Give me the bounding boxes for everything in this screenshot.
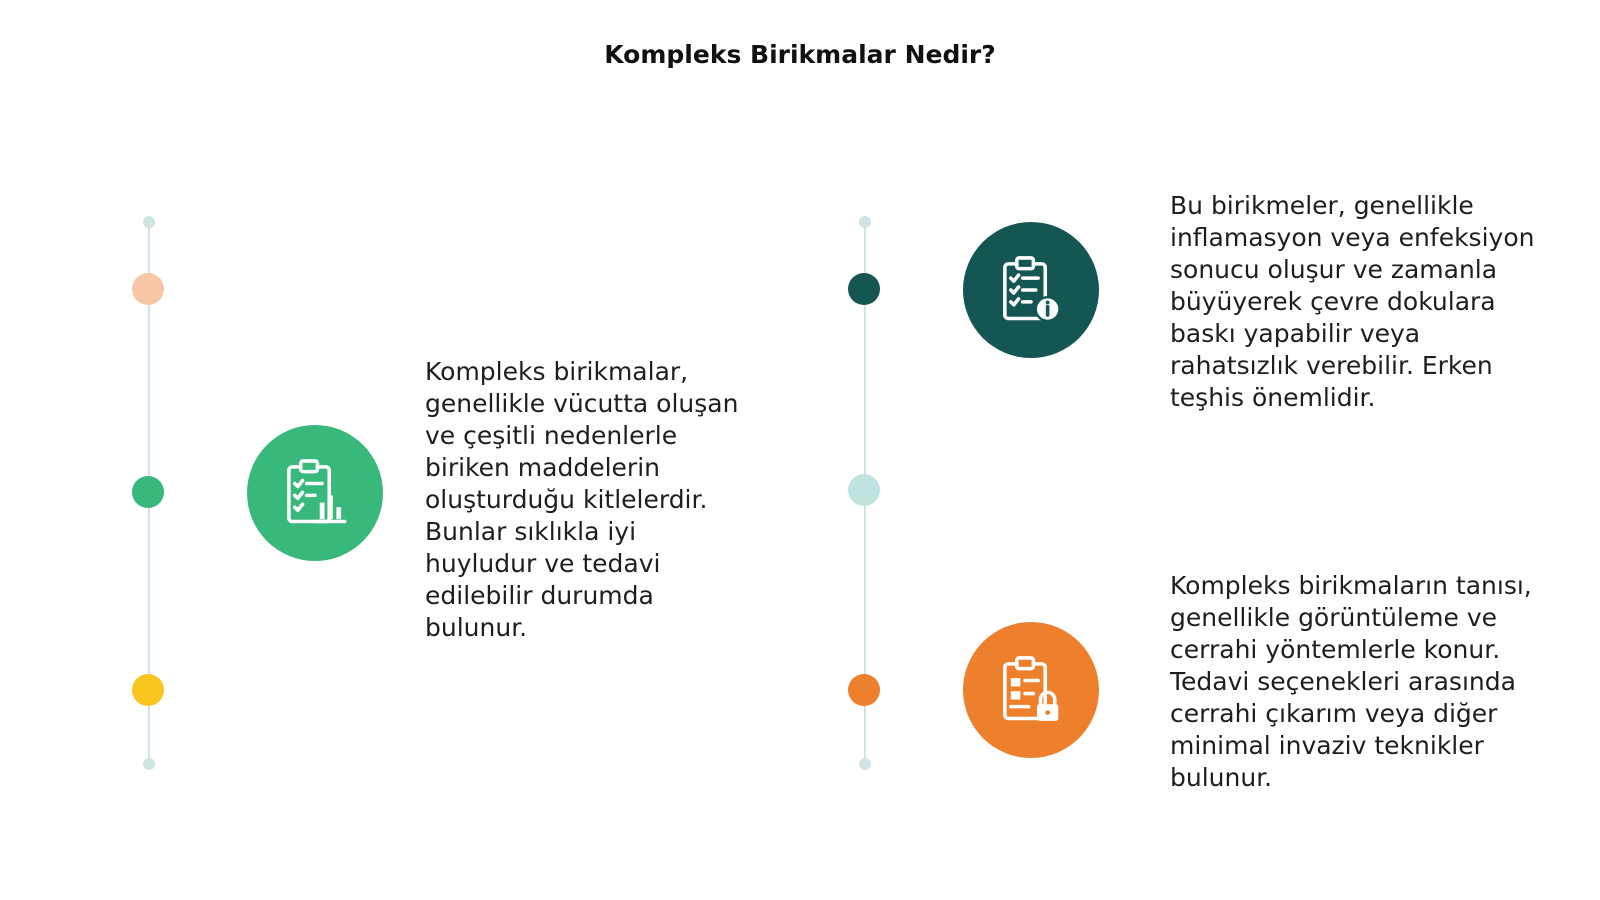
clipboard-info-icon <box>993 252 1069 328</box>
timeline-end-dot <box>143 216 155 228</box>
page-title: Kompleks Birikmalar Nedir? <box>604 40 996 69</box>
timeline-node-light-teal <box>848 474 880 506</box>
timeline-node-peach <box>132 273 164 305</box>
timeline-end-dot <box>859 758 871 770</box>
card-text-3: Kompleks birikmaların tanısı, genellikle görüntüleme ve cerrahi yöntemlerle konur. Tedavi seçenekleri arasında cerrahi çıkarım veya diğer minimal invaziv teknikler bulunur. <box>1170 571 1532 792</box>
card-text-2: Bu birikmeler, genellikle inflamasyon veya enfeksiyon sonucu oluşur ve zamanla büyüyerek çevre dokulara baskı yapabilir veya rahatsızlık verebilir. Erken teşhis önemlidir. <box>1170 191 1535 412</box>
icon-circle-orange <box>963 622 1099 758</box>
timeline-node-orange <box>848 674 880 706</box>
icon-circle-green <box>247 425 383 561</box>
timeline-end-dot <box>143 758 155 770</box>
timeline-end-dot <box>859 216 871 228</box>
timeline-node-yellow <box>132 674 164 706</box>
timeline-node-dark-teal <box>848 273 880 305</box>
clipboard-chart-icon <box>277 455 353 531</box>
icon-circle-dark-teal <box>963 222 1099 358</box>
clipboard-lock-icon <box>993 652 1069 728</box>
timeline-node-green <box>132 476 164 508</box>
card-text-1: Kompleks birikmalar, genellikle vücutta oluşan ve çeşitli nedenlerle biriken maddelerin oluşturduğu kitlelerdir. Bunlar sıklıkla iyi huyludur ve tedavi edilebilir durumda bulunur. <box>425 357 739 642</box>
